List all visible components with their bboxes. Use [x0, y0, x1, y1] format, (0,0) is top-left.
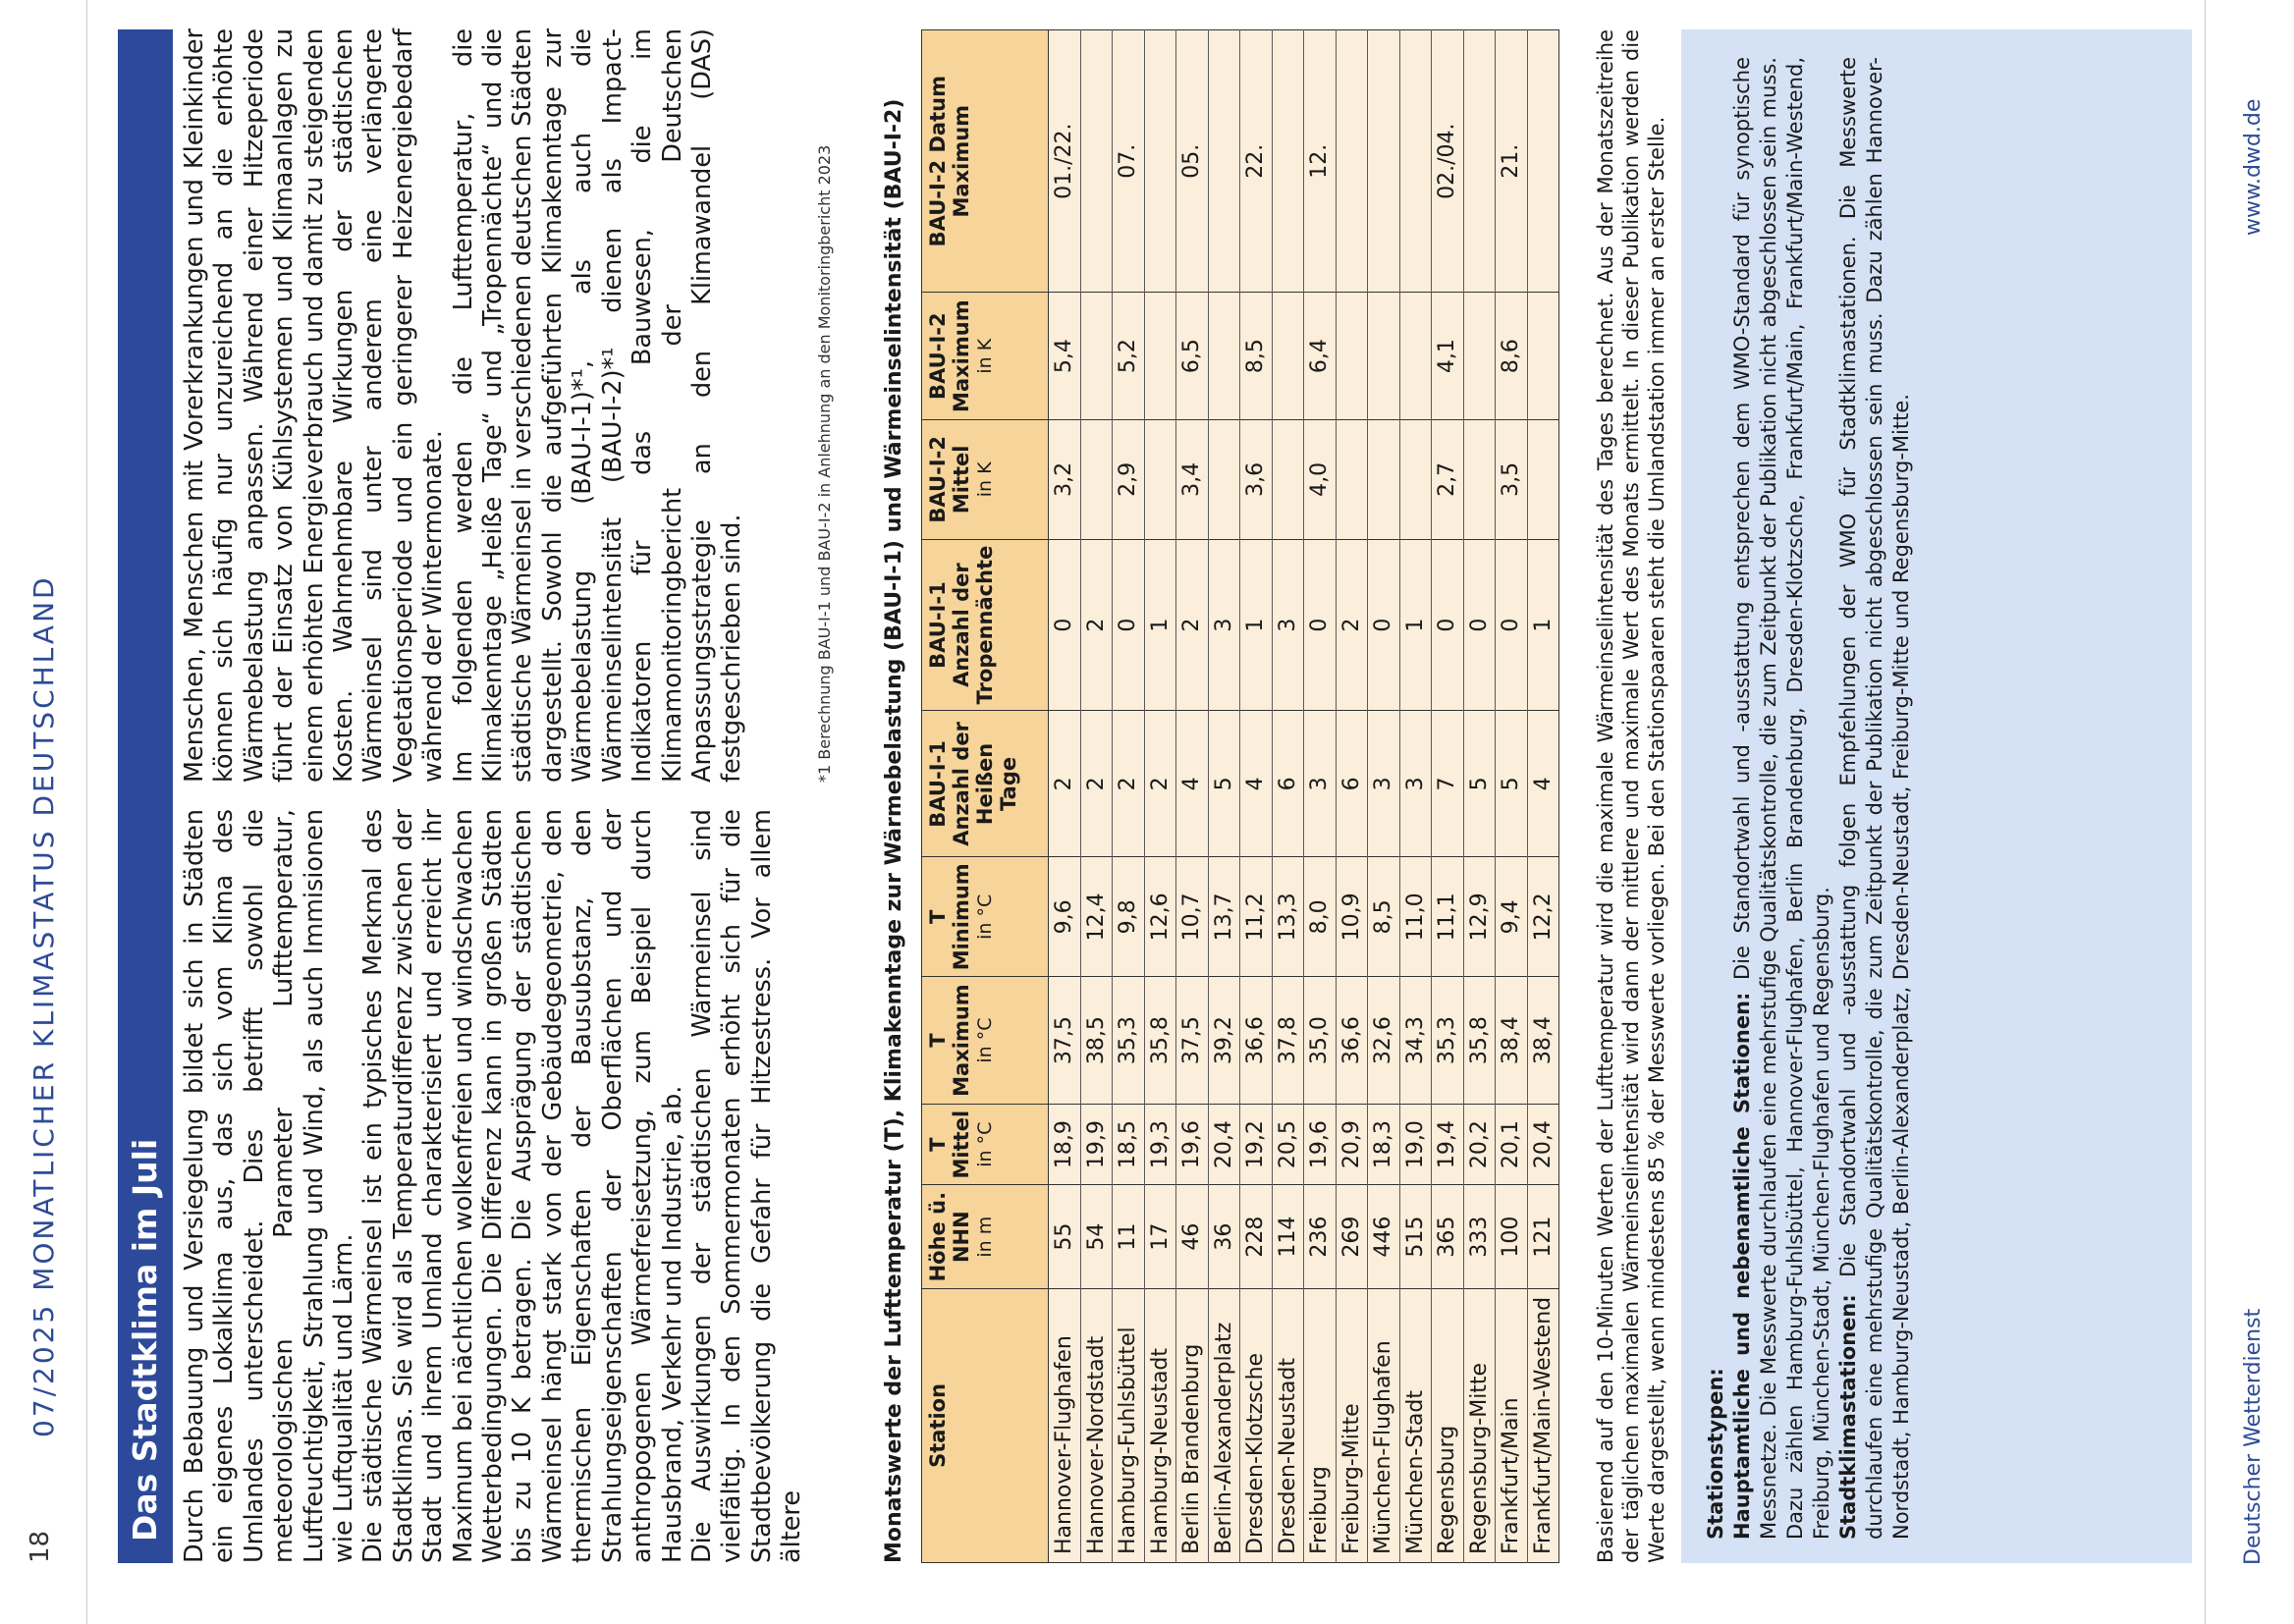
table-cell — [1144, 293, 1176, 420]
table-cell: 4,0 — [1304, 419, 1337, 539]
paragraph: Durch Bebauung und Versiegelung bildet sich in Städten ein eigenes Lokalklima aus, das sich vom Klima des Umlandes unterscheidet. Dies betrifft sowohl die meteorologischen Parameter Lufttemperatur, Luftfeuchtigkeit, Strahlung und Wind, als auch Immisionen wie Luftqualität und Lärm. — [180, 809, 359, 1563]
table-cell: 6,4 — [1304, 293, 1337, 420]
publisher-name: Deutscher Wetterdienst — [2241, 1308, 2266, 1565]
table-cell: 2,7 — [1432, 419, 1464, 539]
table-cell — [1527, 419, 1559, 539]
table-cell: 10,9 — [1336, 857, 1368, 977]
column-header — [922, 1185, 1049, 1288]
infobox-term: Stadtklimastationen: — [1836, 1294, 1860, 1540]
table-cell: 35,8 — [1144, 977, 1176, 1105]
station-name-cell: Freiburg — [1304, 1288, 1337, 1562]
table-row — [1240, 30, 1273, 1563]
table-cell — [1208, 30, 1240, 293]
column-header-unit: in °C — [974, 1017, 996, 1063]
table-cell: 36 — [1208, 1185, 1240, 1288]
table-row — [1080, 30, 1113, 1563]
table-cell — [1463, 30, 1496, 293]
table-cell: 3,2 — [1049, 419, 1081, 539]
section-title: Das Stadtklima im Juli — [126, 1138, 164, 1542]
table-cell — [1368, 419, 1400, 539]
table-cell: 4 — [1527, 711, 1559, 857]
table-cell: 236 — [1304, 1185, 1337, 1288]
table-cell: 5 — [1208, 711, 1240, 857]
table-cell: 20,2 — [1463, 1104, 1496, 1185]
infobox-text: Die Standortwahl und -ausstattung entsprechen dem WMO-Standard für synoptische Messnetze. Die Messwerte durchlaufen eine mehrstufige Qualitätskontrolle, die zum Zeitpunkt der Publikation nicht abgeschlossen sein muss. Dazu zählen Hamburg-Fuhlsbüttel, Hannover-Flughafen, Berlin Brandenburg, Dresden-Klotzsche, Frankfurt/Main, Frankfurt/Main-Westend, Freiburg, München-Stadt, München-Flughafen und Regensburg. — [1730, 57, 1833, 1540]
table-cell: 3 — [1272, 539, 1304, 711]
column-header — [922, 419, 1049, 539]
footer-rule — [2205, 0, 2206, 1624]
table-cell: 3 — [1368, 711, 1400, 857]
table-cell: 12,4 — [1080, 857, 1113, 977]
station-name-cell: Berlin-Alexanderplatz — [1208, 1288, 1240, 1562]
station-name-cell: Hannover-Flughafen — [1049, 1288, 1081, 1562]
table-cell: 0 — [1432, 539, 1464, 711]
table-row — [1336, 30, 1368, 1563]
table-cell: 13,7 — [1208, 857, 1240, 977]
table-cell: 12,9 — [1463, 857, 1496, 977]
table-cell — [1368, 293, 1400, 420]
table-cell: 228 — [1240, 1185, 1273, 1288]
table-cell: 20,9 — [1336, 1104, 1368, 1185]
table-cell: 5 — [1496, 711, 1528, 857]
table-cell: 269 — [1336, 1185, 1368, 1288]
column-header-label: BAU-I-2 Datum Maximum — [926, 76, 973, 247]
table-row — [1304, 30, 1337, 1563]
station-name-cell: Dresden-Klotzsche — [1240, 1288, 1273, 1562]
column-header-unit: in K — [974, 461, 996, 498]
table-cell: 0 — [1304, 539, 1337, 711]
paragraph: Die städtische Wärmeinsel ist ein typisches Merkmal des Stadtklimas. Sie wird als Temperaturdifferenz zwischen der Stadt und ihrem Umland charakterisiert und erreicht ihr Maximum bei nächtlichen wolkenfreien und windschwachen Wetterbedingungen. Die Differenz kann in großen Städten bis zu 10 K betragen. Die Ausprägung der städtischen Wärmeinsel hängt stark von der Gebäudegeometrie, den thermischen Eigenschaften der Bausubstanz, den Strahlungseigenschaften der Oberflächen und der anthropogenen Wärmefreisetzung, zum Beispiel durch Hausbrand, Verkehr und Industrie, ab. — [358, 809, 687, 1563]
column-header-unit: in °C — [974, 1121, 996, 1167]
table-cell: 0 — [1463, 539, 1496, 711]
table-cell: 36,6 — [1336, 977, 1368, 1105]
table-cell: 01./22. — [1049, 30, 1081, 293]
table-cell: 0 — [1496, 539, 1528, 711]
column-header — [922, 1288, 1049, 1562]
table-cell: 19,9 — [1080, 1104, 1113, 1185]
paragraph: Menschen, Menschen mit Vorerkrankungen und Kleinkinder können sich häufig nur unzureichend an die erhöhte Wärmebelastung anpassen. Während einer Hitzeperiode führt der Einsatz von Kühlsystemen und Klimaanlagen zu einem erhöhten Energieverbrauch und damit zu steigenden Kosten. Wahrnehmbare Wirkungen der städtischen Wärmeinsel sind unter anderem eine verlängerte Vegetationsperiode und ein geringerer Heizenergiebedarf während der Wintermonate. — [180, 28, 449, 783]
table-title: Monatswerte der Lufttemperatur (T), Klimakenntage zur Wärmebelastung (BAU-I-1) und Wärmeinselintensität (BAU-I-2) — [882, 98, 906, 1563]
station-name-cell: Hamburg-Fuhlsbüttel — [1113, 1288, 1145, 1562]
table-cell: 1 — [1399, 539, 1432, 711]
column-header-label: Station — [926, 1382, 950, 1468]
table-cell: 38,5 — [1080, 977, 1113, 1105]
table-cell: 19,6 — [1176, 1104, 1209, 1185]
table-cell: 12. — [1304, 30, 1337, 293]
column-header-unit: in K — [974, 338, 996, 374]
table-cell: 121 — [1527, 1185, 1559, 1288]
column-header — [922, 857, 1049, 977]
table-cell: 2 — [1080, 711, 1113, 857]
table-cell: 4 — [1176, 711, 1209, 857]
table-cell: 17 — [1144, 1185, 1176, 1288]
table-cell — [1463, 419, 1496, 539]
table-cell: 333 — [1463, 1185, 1496, 1288]
column-header-label: BAU-I-1 Anzahl der Tropennächte — [926, 545, 997, 705]
table-cell: 6,5 — [1176, 293, 1209, 420]
table-cell — [1272, 293, 1304, 420]
table-cell: 3 — [1208, 539, 1240, 711]
table-row — [1496, 30, 1528, 1563]
column-header-label: BAU-I-2 Mittel — [926, 436, 973, 523]
table-cell — [1463, 293, 1496, 420]
climate-data-table — [921, 29, 1559, 1563]
table-cell: 34,3 — [1399, 977, 1432, 1105]
table-cell: 22. — [1240, 30, 1273, 293]
table-cell: 2 — [1080, 539, 1113, 711]
table-cell: 36,6 — [1240, 977, 1273, 1105]
table-cell — [1527, 30, 1559, 293]
station-name-cell: Dresden-Neustadt — [1272, 1288, 1304, 1562]
station-name-cell: Frankfurt/Main-Westend — [1527, 1288, 1559, 1562]
station-name-cell: Hamburg-Neustadt — [1144, 1288, 1176, 1562]
table-cell: 3 — [1399, 711, 1432, 857]
table-cell: 2,9 — [1113, 419, 1145, 539]
table-cell: 0 — [1113, 539, 1145, 711]
table-cell — [1144, 30, 1176, 293]
table-cell: 9,6 — [1049, 857, 1081, 977]
table-cell: 11 — [1113, 1185, 1145, 1288]
column-header-unit: in °C — [974, 893, 996, 940]
table-cell: 8,6 — [1496, 293, 1528, 420]
table-cell: 18,9 — [1049, 1104, 1081, 1185]
table-cell: 2 — [1049, 711, 1081, 857]
table-cell — [1208, 293, 1240, 420]
table-row — [1049, 30, 1081, 1563]
table-cell: 35,3 — [1113, 977, 1145, 1105]
column-header — [922, 539, 1049, 711]
column-header-label: T Mittel — [926, 1110, 973, 1179]
station-name-cell: München-Stadt — [1399, 1288, 1432, 1562]
table-cell: 2 — [1113, 711, 1145, 857]
table-cell: 19,3 — [1144, 1104, 1176, 1185]
table-cell: 55 — [1049, 1185, 1081, 1288]
column-header — [922, 711, 1049, 857]
table-cell: 11,2 — [1240, 857, 1273, 977]
table-cell: 12,6 — [1144, 857, 1176, 977]
table-cell: 3 — [1304, 711, 1337, 857]
table-cell: 6 — [1336, 711, 1368, 857]
table-row — [1432, 30, 1464, 1563]
table-cell: 8,0 — [1304, 857, 1337, 977]
column-header-label: T Minimum — [926, 863, 973, 971]
table-cell: 20,1 — [1496, 1104, 1528, 1185]
table-cell: 32,6 — [1368, 977, 1400, 1105]
table-cell: 12,2 — [1527, 857, 1559, 977]
table-cell: 46 — [1176, 1185, 1209, 1288]
text-column-right — [180, 28, 747, 783]
table-cell — [1527, 293, 1559, 420]
table-cell: 13,3 — [1272, 857, 1304, 977]
table-row — [1144, 30, 1176, 1563]
column-header — [922, 30, 1049, 293]
table-body — [1049, 30, 1559, 1563]
table-cell: 446 — [1368, 1185, 1400, 1288]
infobox-text: Die Standortwahl und -ausstattung folgen Empfehlungen der WMO für Stadtklimastationen. Die Messwerte durchlaufen eine mehrstufige Qualitätskontrolle, die zum Zeitpunkt der Publikation nicht abgeschlossen sein muss. Dazu zählen Hannover-Nordstadt, Hamburg-Neustadt, Berlin-Alexanderplatz, Dresden-Neustadt, Freiburg-Mitte und Regensburg-Mitte. — [1836, 57, 1913, 1540]
table-cell: 35,3 — [1432, 977, 1464, 1105]
paragraph: Im folgenden werden die Lufttemperatur, die Klimakenntage „Heiße Tage“ und „Tropennächte“ und die städtische Wärmeinsel in verschiedenen deutschen Städten dargestellt. Sowohl die aufgeführten Klimakenntage zur Wärmebelastung (BAU-I-1)*¹, als auch die Wärmeinselintensität (BAU-I-2)*¹ dienen als Impact-Indikatoren für das Bauwesen, die im Klimamonitoringbericht der Deutschen Anpassungsstrategie an den Klimawandel (DAS) festgeschrieben sind. — [448, 28, 747, 783]
column-header — [922, 1104, 1049, 1185]
table-cell: 07. — [1113, 30, 1145, 293]
table-cell — [1272, 419, 1304, 539]
infobox-heading: Stationstypen: — [1704, 1368, 1727, 1540]
table-cell: 9,4 — [1496, 857, 1528, 977]
table-cell — [1399, 30, 1432, 293]
column-header-label: T Maximum — [926, 984, 973, 1097]
table-cell: 39,2 — [1208, 977, 1240, 1105]
website-link[interactable]: www.dwd.de — [2241, 98, 2266, 236]
table-row — [1113, 30, 1145, 1563]
table-cell: 18,5 — [1113, 1104, 1145, 1185]
table-cell — [1336, 419, 1368, 539]
table-cell — [1080, 30, 1113, 293]
table-cell — [1208, 419, 1240, 539]
table-cell: 38,4 — [1496, 977, 1528, 1105]
table-cell: 515 — [1399, 1185, 1432, 1288]
table-cell — [1399, 293, 1432, 420]
table-cell — [1336, 293, 1368, 420]
section-title-bar — [118, 29, 173, 1563]
table-cell: 20,4 — [1208, 1104, 1240, 1185]
table-cell: 35,0 — [1304, 977, 1337, 1105]
column-header-unit: in m — [974, 1216, 996, 1258]
table-cell: 365 — [1432, 1185, 1464, 1288]
infobox-term: Hauptamtliche und nebenamtliche Stationen: — [1730, 992, 1754, 1540]
table-cell — [1336, 30, 1368, 293]
table-cell: 100 — [1496, 1185, 1528, 1288]
table-cell: 6 — [1272, 711, 1304, 857]
table-row — [1368, 30, 1400, 1563]
column-header — [922, 977, 1049, 1105]
column-header-label: Höhe ü. NHN — [926, 1191, 973, 1282]
paragraph: Die Auswirkungen der städtischen Wärmeinsel sind vielfältig. In den Sommermonaten erhöht sich für die Stadtbevölkerung die Gefahr für Hitzestress. Vor allem ältere — [686, 809, 807, 1563]
table-cell: 5,4 — [1049, 293, 1081, 420]
table-cell: 20,4 — [1527, 1104, 1559, 1185]
table-cell: 37,8 — [1272, 977, 1304, 1105]
table-cell: 114 — [1272, 1185, 1304, 1288]
station-name-cell: Frankfurt/Main — [1496, 1288, 1528, 1562]
table-cell: 4,1 — [1432, 293, 1464, 420]
header-rule — [86, 0, 87, 1624]
table-cell: 3,6 — [1240, 419, 1273, 539]
station-name-cell: Regensburg — [1432, 1288, 1464, 1562]
table-cell: 1 — [1527, 539, 1559, 711]
table-row — [1176, 30, 1209, 1563]
station-name-cell: Freiburg-Mitte — [1336, 1288, 1368, 1562]
station-name-cell: Hannover-Nordstadt — [1080, 1288, 1113, 1562]
table-cell: 54 — [1080, 1185, 1113, 1288]
table-row — [1527, 30, 1559, 1563]
table-cell: 10,7 — [1176, 857, 1209, 977]
table-row — [1272, 30, 1304, 1563]
table-cell: 37,5 — [1176, 977, 1209, 1105]
station-name-cell: München-Flughafen — [1368, 1288, 1400, 1562]
table-cell: 9,8 — [1113, 857, 1145, 977]
table-cell: 3,5 — [1496, 419, 1528, 539]
table-cell: 2 — [1336, 539, 1368, 711]
table-cell: 8,5 — [1368, 857, 1400, 977]
table-cell — [1399, 419, 1432, 539]
table-cell: 8,5 — [1240, 293, 1273, 420]
station-name-cell: Regensburg-Mitte — [1463, 1288, 1496, 1562]
table-cell: 1 — [1144, 539, 1176, 711]
table-cell: 20,5 — [1272, 1104, 1304, 1185]
table-cell: 5,2 — [1113, 293, 1145, 420]
table-cell: 19,0 — [1399, 1104, 1432, 1185]
table-cell: 37,5 — [1049, 977, 1081, 1105]
table-cell: 19,2 — [1240, 1104, 1273, 1185]
table-cell: 11,1 — [1432, 857, 1464, 977]
table-row — [1208, 30, 1240, 1563]
table-cell: 0 — [1049, 539, 1081, 711]
table-cell: 0 — [1368, 539, 1400, 711]
table-cell: 02./04. — [1432, 30, 1464, 293]
column-header-label: BAU-I-1 Anzahl der Heißen Tage — [926, 722, 1020, 846]
table-cell: 38,4 — [1527, 977, 1559, 1105]
table-cell: 05. — [1176, 30, 1209, 293]
station-name-cell: Berlin Brandenburg — [1176, 1288, 1209, 1562]
running-title: 07/2025 MONATLICHER KLIMASTATUS DEUTSCHLAND — [27, 574, 60, 1437]
table-cell: 1 — [1240, 539, 1273, 711]
footnote: *1 Berechnung BAU-I-1 und BAU-I-2 in Anlehnung an den Monitoringbericht 2023 — [815, 144, 834, 783]
table-cell: 7 — [1432, 711, 1464, 857]
table-cell: 5 — [1463, 711, 1496, 857]
text-column-left — [180, 809, 807, 1563]
table-cell — [1144, 419, 1176, 539]
column-header — [922, 293, 1049, 420]
table-cell: 35,8 — [1463, 977, 1496, 1105]
table-cell: 2 — [1144, 711, 1176, 857]
table-cell: 3,4 — [1176, 419, 1209, 539]
table-cell — [1272, 30, 1304, 293]
table-row — [1463, 30, 1496, 1563]
table-cell — [1368, 30, 1400, 293]
station-types-box — [1681, 29, 2192, 1563]
table-cell — [1080, 293, 1113, 420]
table-cell — [1080, 419, 1113, 539]
table-cell: 2 — [1176, 539, 1209, 711]
table-cell: 4 — [1240, 711, 1273, 857]
table-header-row — [922, 30, 1049, 1563]
table-cell: 18,3 — [1368, 1104, 1400, 1185]
table-note: Basierend auf den 10-Minuten Werten der Lufttemperatur wird die maximale Wärmeinselintensität des Tages berechnet. Aus der Monatszeitreihe der täglichen maximalen Wärmeinselintensität wird dann der mittlere und maximale Wert des Monats ermittelt. In dieser Publikation werden die Werte dargestellt, wenn mindestens 85 % der Messwerte vorliegen. Bei den Stationspaaren steht die Umlandstation immer an erster Stelle. — [1594, 29, 1668, 1563]
table-cell: 19,4 — [1432, 1104, 1464, 1185]
table-cell: 19,6 — [1304, 1104, 1337, 1185]
table-cell: 21. — [1496, 30, 1528, 293]
page-number: 18 — [26, 1530, 55, 1563]
table-row — [1399, 30, 1432, 1563]
table-cell: 11,0 — [1399, 857, 1432, 977]
column-header-label: BAU-I-2 Maximum — [926, 299, 973, 412]
